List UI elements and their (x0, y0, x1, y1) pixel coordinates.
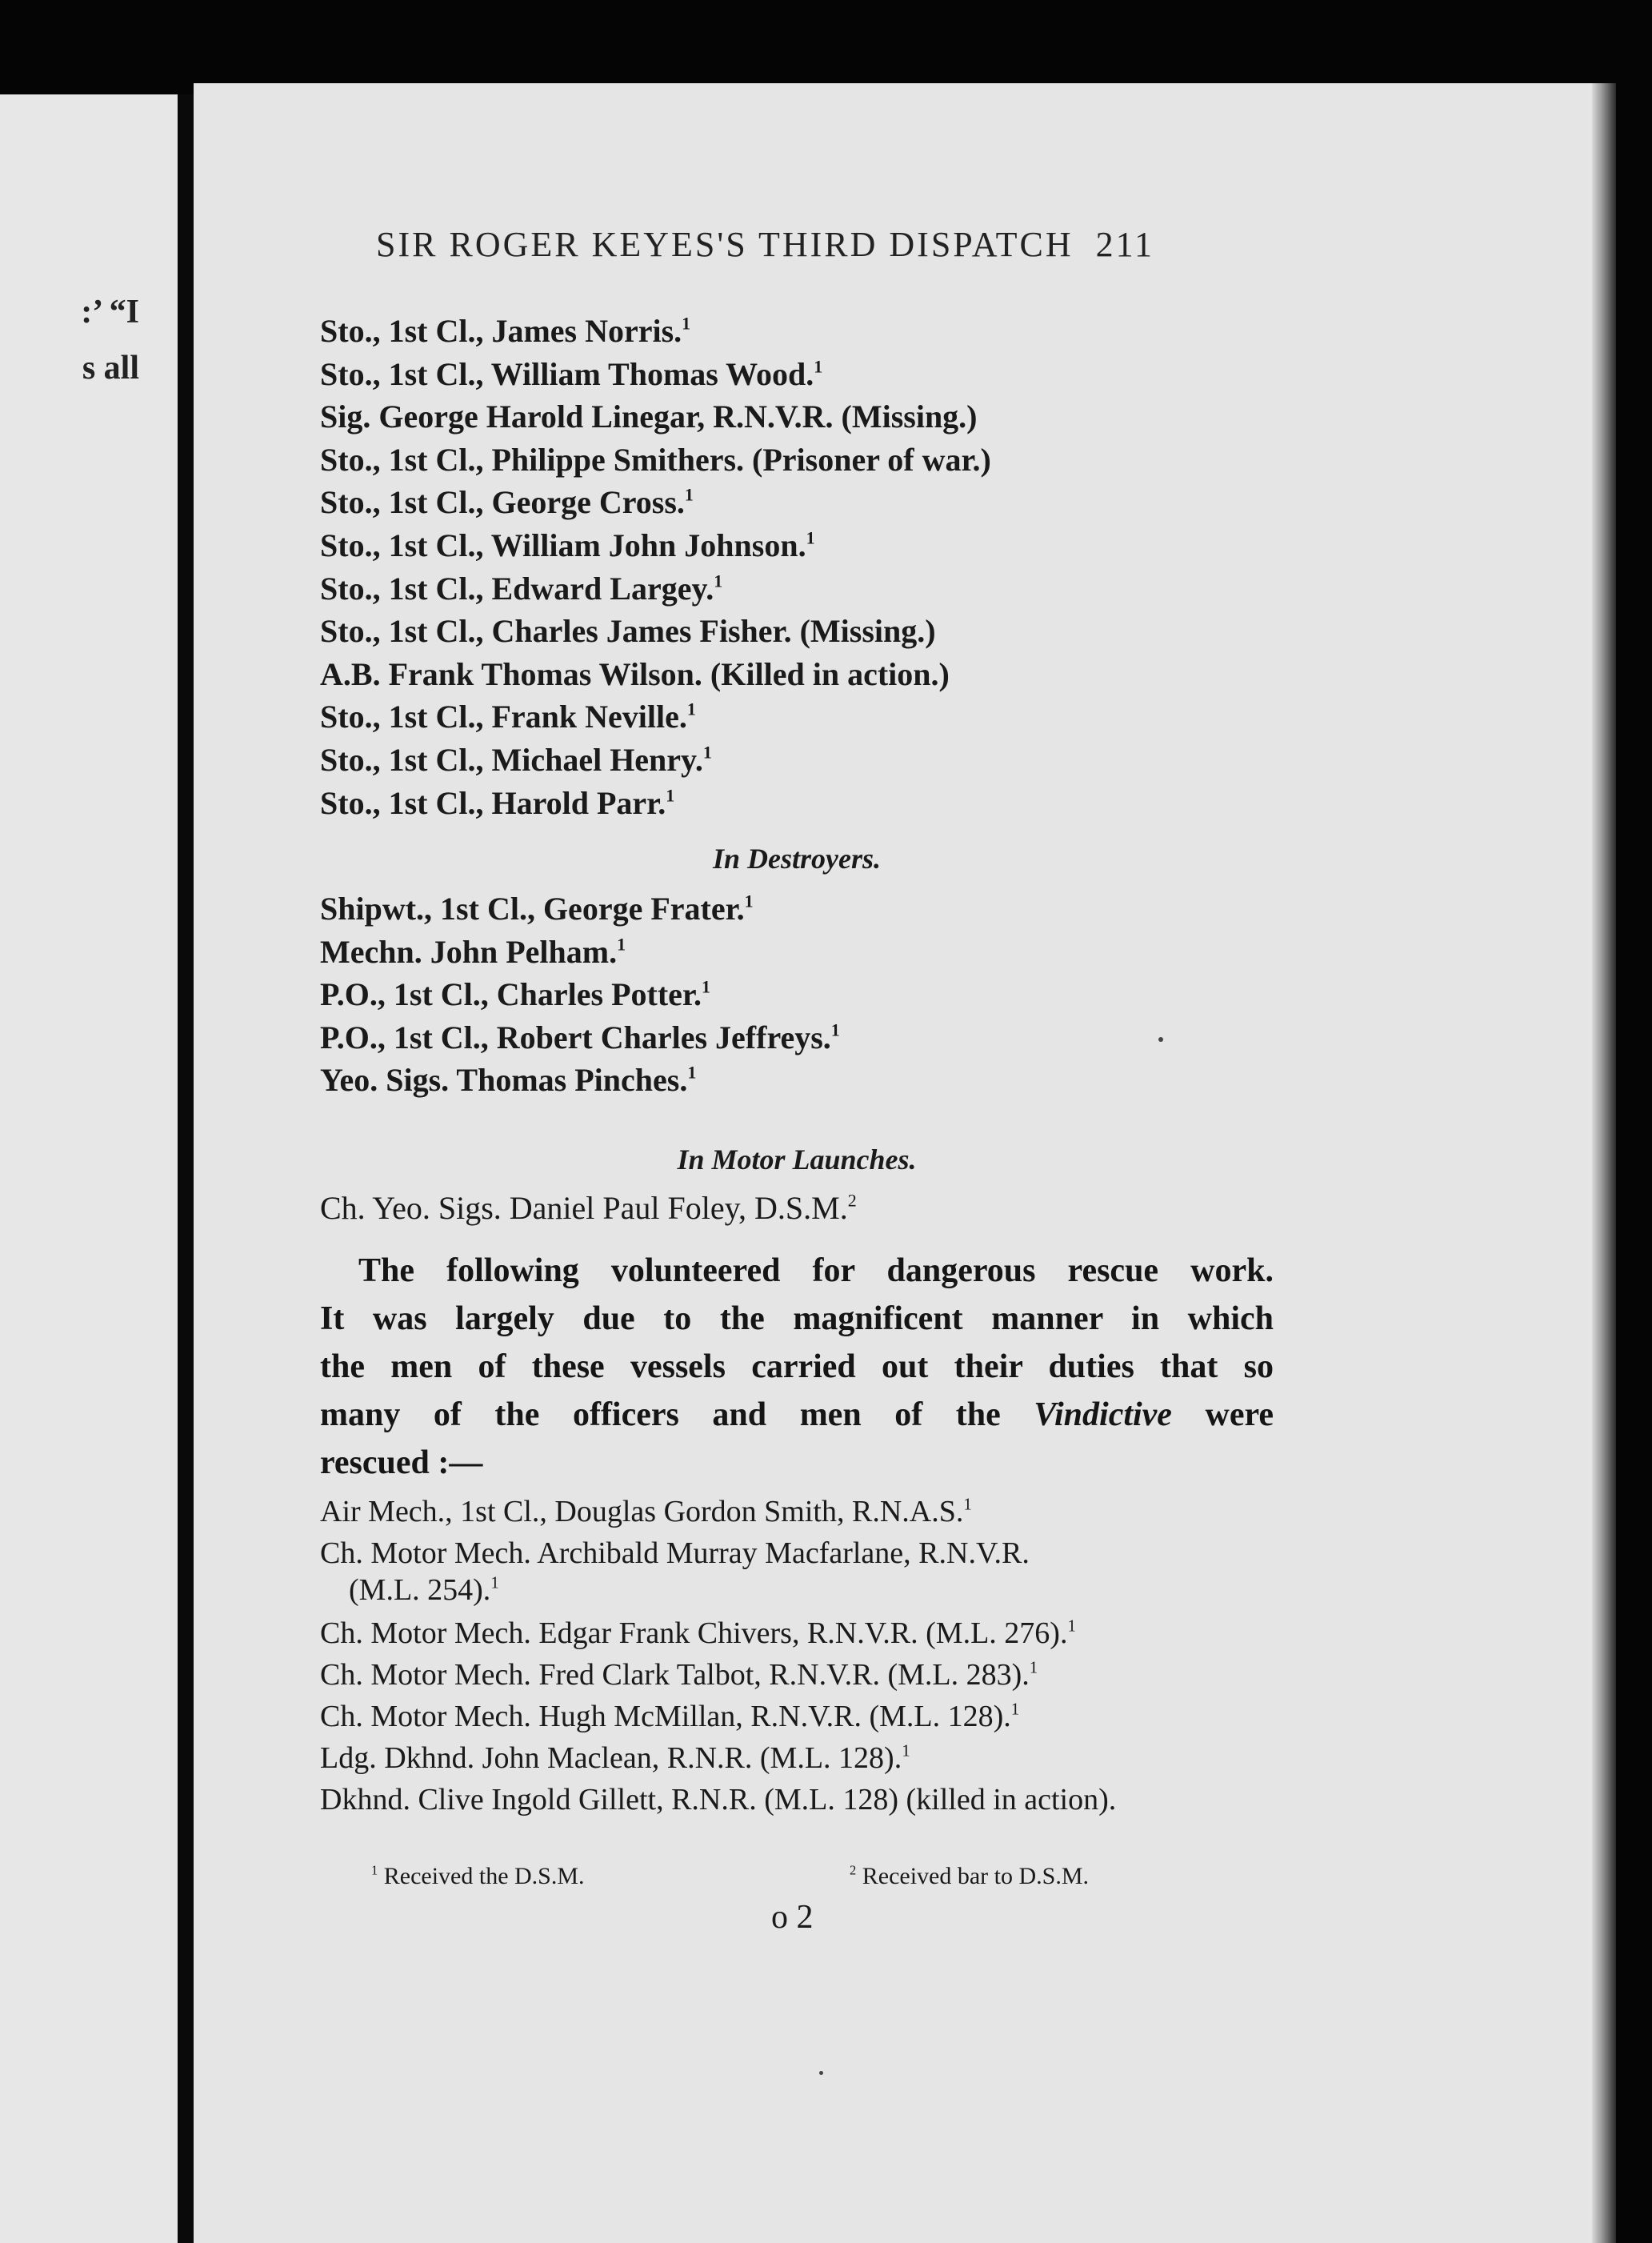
footnote-reference: 1 (666, 785, 675, 806)
scan-speck (1158, 1037, 1163, 1042)
roll-entry (320, 312, 690, 350)
roll-entry (320, 1781, 1274, 1818)
footnote-reference: 1 (806, 527, 815, 548)
footnote-reference: 1 (714, 571, 723, 591)
footnote-reference: 1 (1010, 1699, 1020, 1719)
roll-entry-text: Sto., 1st Cl., Charles James Fisher. (Missing.) (320, 613, 936, 650)
roll-entry (320, 698, 696, 735)
roll-entry-text: Ch. Motor Mech. Edgar Frank Chivers, R.N.V.R. (M.L. 276). (320, 1616, 1068, 1650)
roll-entry (320, 355, 822, 393)
footnote-reference: 1 (684, 485, 694, 505)
roll-entry (320, 1061, 696, 1099)
roll-entry-text: Sto., 1st Cl., James Norris. (320, 313, 682, 349)
roll-entry-text: Sto., 1st Cl., William Thomas Wood. (320, 355, 814, 392)
page-edge-shadow (1592, 83, 1616, 2243)
footnote-reference: 1 (830, 1019, 840, 1040)
roll-entry-continuation-text: (M.L. 254). (349, 1573, 491, 1607)
paragraph-line: It was largely due to the magnificent manner in which (320, 1300, 1274, 1337)
roll-entry-line (320, 1656, 1274, 1693)
left-page-text-line-2: s all (82, 350, 139, 387)
paragraph-text: were (1171, 1396, 1274, 1433)
roll-entry (320, 1615, 1274, 1652)
roll-entry-text: Sto., 1st Cl., Michael Henry. (320, 742, 703, 778)
footnote-text: Received the D.S.M. (383, 1863, 585, 1889)
footnote-reference: 1 (963, 1494, 972, 1514)
roll-entry-text: Sto., 1st Cl., William John Johnson. (320, 527, 806, 563)
roll-entry-text: P.O., 1st Cl., Charles Potter. (320, 976, 702, 1012)
roll-entry-text: Sto., 1st Cl., Edward Largey. (320, 570, 714, 607)
roll-entry-continuation (320, 1572, 1274, 1608)
roll-entry (320, 612, 936, 650)
section-heading-destroyers: In Destroyers. (712, 843, 881, 875)
roll-entry-text: Sig. George Harold Linegar, R.N.V.R. (Missing.) (320, 399, 978, 435)
roll-entry (320, 975, 710, 1013)
roll-entry-line (320, 1493, 1274, 1530)
footnote-reference: 1 (490, 1572, 499, 1592)
roll-entry-text: Dkhnd. Clive Ingold Gillett, R.N.R. (M.L. 128) (killed in action). (320, 1783, 1117, 1816)
roll-entry-text: Shipwt., 1st Cl., George Frater. (320, 891, 745, 927)
footnote-mark: 1 (371, 1862, 378, 1878)
roll-entry-text: Ch. Yeo. Sigs. Daniel Paul Foley, D.S.M. (320, 1190, 848, 1226)
footnote-mark: 2 (850, 1862, 857, 1878)
roll-entry (320, 1493, 1274, 1530)
roll-entry (320, 527, 815, 564)
paragraph-line: The following volunteered for dangerous rescue work. (358, 1252, 1274, 1289)
roll-entry (320, 1019, 840, 1056)
left-page-text-line-1: :’ “I (81, 294, 139, 330)
roll-entry-line (320, 1698, 1274, 1735)
running-head-title: SIR ROGER KEYES'S THIRD DISPATCH (376, 225, 1074, 264)
roll-entry-line (320, 1781, 1274, 1818)
roll-entry-line (320, 1615, 1274, 1652)
footnote-reference: 1 (702, 742, 712, 763)
roll-entry (320, 1189, 857, 1227)
roll-entry (320, 483, 694, 521)
section-heading-motor-launches: In Motor Launches. (677, 1144, 917, 1176)
footnote-2 (850, 1863, 1089, 1890)
roll-entry-text: P.O., 1st Cl., Robert Charles Jeffreys. (320, 1019, 831, 1055)
footnote-reference: 1 (744, 891, 754, 911)
rescue-paragraph (320, 1247, 1274, 1487)
roll-entry (320, 741, 712, 779)
footnote-reference: 1 (814, 356, 823, 377)
footnote-reference: 1 (687, 1062, 697, 1083)
roll-entry-text: Sto., 1st Cl., George Cross. (320, 484, 685, 521)
footnote-reference: 1 (1029, 1657, 1038, 1677)
paragraph-line: the men of these vessels carried out their duties that so (320, 1348, 1274, 1385)
roll-entry-text: Ch. Motor Mech. Fred Clark Talbot, R.N.V.R. (M.L. 283). (320, 1658, 1030, 1692)
running-head (376, 224, 1154, 265)
roll-entry-text: Mechn. John Pelham. (320, 933, 618, 970)
footnote-reference: 1 (682, 313, 691, 334)
roll-entry (320, 1698, 1274, 1735)
roll-entry-line (320, 1740, 1274, 1776)
roll-entry-text: Sto., 1st Cl., Philippe Smithers. (Prisoner of war.) (320, 441, 991, 478)
footnote-reference: 1 (617, 934, 626, 955)
footnote-reference: 1 (1067, 1616, 1076, 1636)
left-page-fragment (0, 94, 178, 2243)
paragraph-text: many of the officers and men of the (320, 1396, 1034, 1433)
roll-entry (320, 1656, 1274, 1693)
footnote-reference: 2 (847, 1190, 857, 1211)
signature-mark: o 2 (771, 1899, 814, 1936)
roll-entry (320, 655, 950, 693)
roll-entry-line (320, 1535, 1274, 1572)
roll-entry (320, 570, 722, 607)
ship-name-vindictive: Vindictive (1034, 1396, 1172, 1433)
roll-entry (320, 1740, 1274, 1776)
footnote-reference: 1 (686, 699, 696, 719)
roll-entry-text: Sto., 1st Cl., Frank Neville. (320, 699, 687, 735)
roll-entry-text: Ch. Motor Mech. Hugh McMillan, R.N.V.R. (M.L. 128). (320, 1700, 1011, 1733)
footnote-reference: 1 (902, 1740, 910, 1760)
roll-entry (320, 398, 978, 435)
paragraph-line: rescued :— (320, 1444, 483, 1481)
roll-entry-text: Ldg. Dkhnd. John Maclean, R.N.R. (M.L. 128). (320, 1741, 902, 1775)
roll-entry (320, 784, 674, 822)
book-spine-gutter (178, 94, 194, 2243)
roll-entry (320, 933, 626, 971)
roll-entry (320, 890, 754, 927)
roll-entry-text: Air Mech., 1st Cl., Douglas Gordon Smith, R.N.A.S. (320, 1495, 964, 1528)
footnote-1 (371, 1863, 585, 1890)
footnote-reference: 1 (702, 976, 710, 997)
roll-entry-text: Ch. Motor Mech. Archibald Murray Macfarlane, R.N.V.R. (320, 1536, 1030, 1570)
scan-speck (819, 2071, 823, 2075)
roll-entry-text: Sto., 1st Cl., Harold Parr. (320, 784, 666, 821)
paragraph-line (320, 1391, 1274, 1439)
roll-entry (320, 441, 991, 479)
footnote-text: Received bar to D.S.M. (862, 1863, 1090, 1889)
roll-entry (320, 1535, 1274, 1608)
page-number: 211 (1095, 225, 1155, 264)
roll-entry-text: A.B. Frank Thomas Wilson. (Killed in action.) (320, 655, 950, 692)
roll-entry-text: Yeo. Sigs. Thomas Pinches. (320, 1062, 688, 1098)
